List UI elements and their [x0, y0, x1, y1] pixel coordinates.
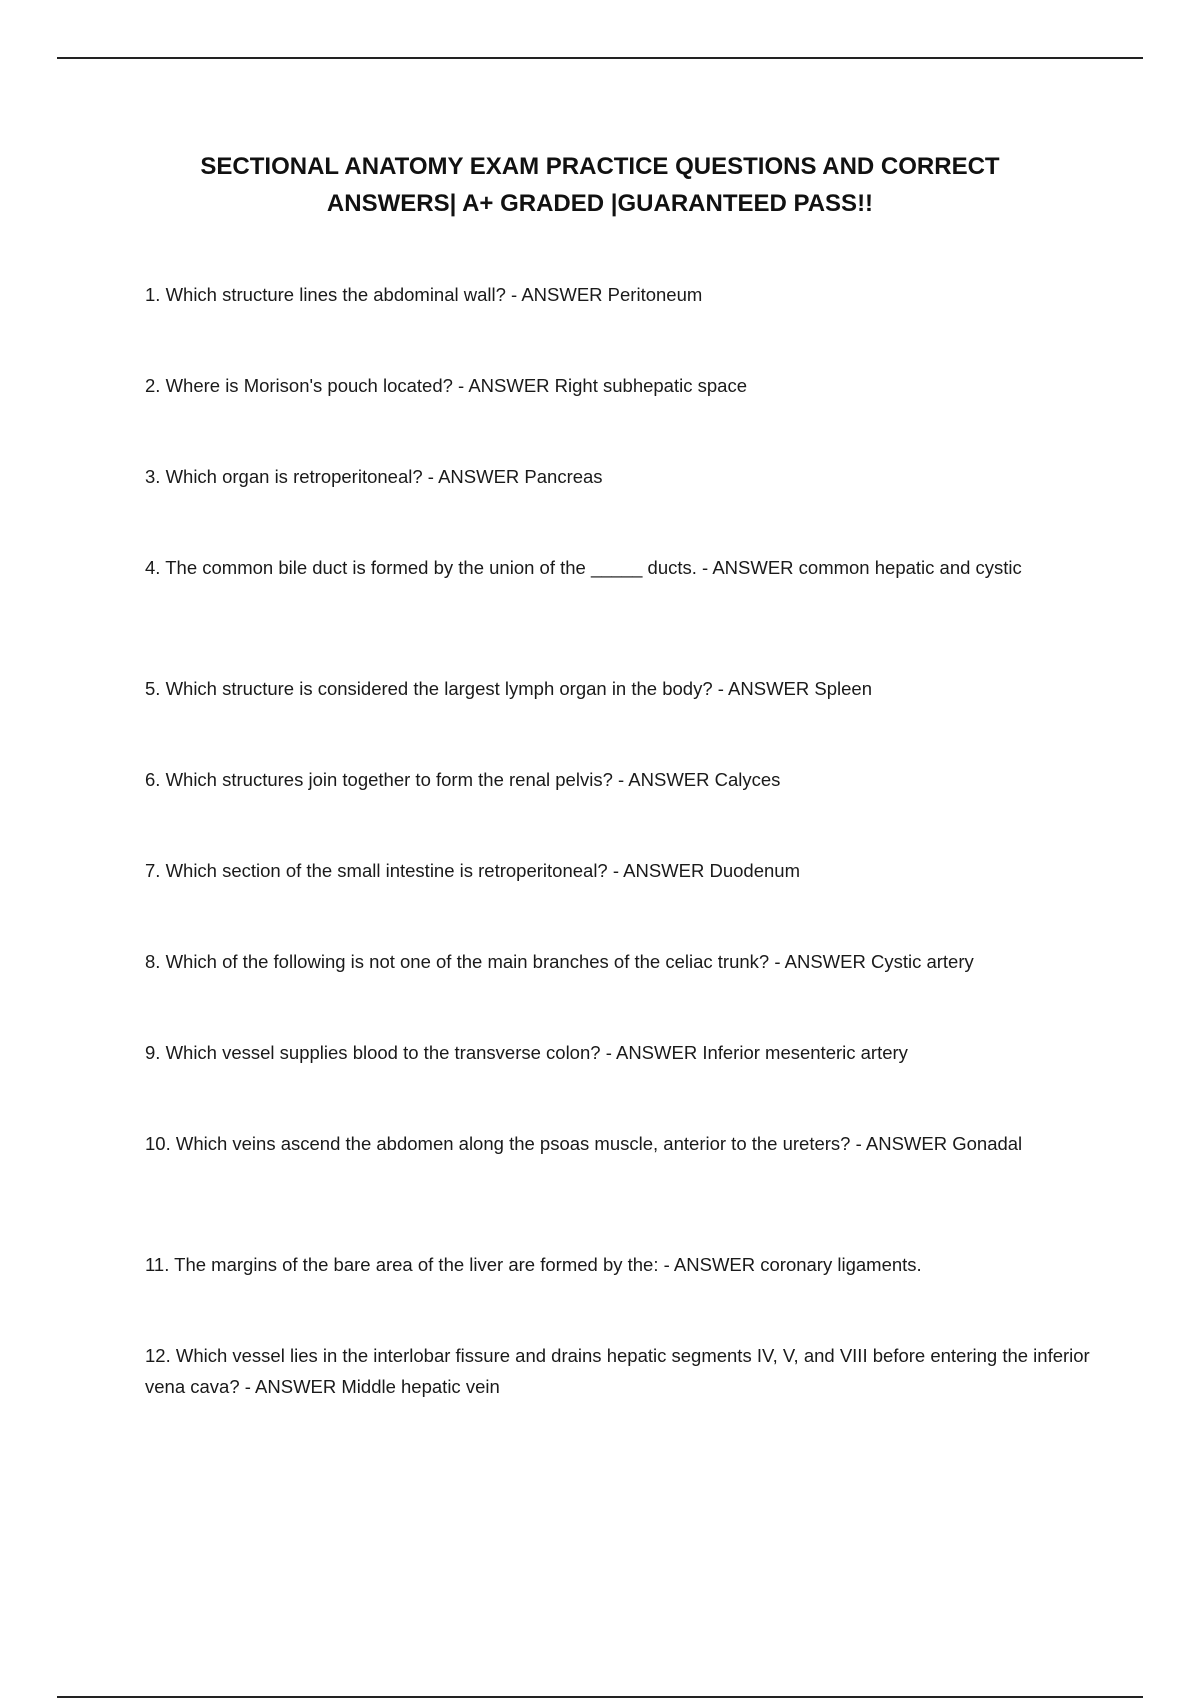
question-2: 2. Where is Morison's pouch located? - ANSWER Right subhepatic space [145, 375, 747, 396]
question-4: 4. The common bile duct is formed by the union of the _____ ducts. - ANSWER common hepatic and cystic [145, 557, 1022, 578]
bottom-rule [57, 1696, 1143, 1698]
title-line-2: ANSWERS| A+ GRADED |GUARANTEED PASS!! [326, 190, 874, 217]
question-3: 3. Which organ is retroperitoneal? - ANSWER Pancreas [145, 466, 603, 487]
question-12: 12. Which vessel lies in the interlobar fissure and drains hepatic segments IV, V, and VIII before entering the inferior vena cava? - ANSWER Middle hepatic vein [145, 1345, 1090, 1397]
question-1: 1. Which structure lines the abdominal wall? - ANSWER Peritoneum [145, 284, 703, 305]
question-10: 10. Which veins ascend the abdomen along the psoas muscle, anterior to the ureters? - ANSWER Gonadal [145, 1133, 1023, 1154]
document-title [200, 148, 1000, 222]
title-line-1: SECTIONAL ANATOMY EXAM PRACTICE QUESTIONS AND CORRECT [200, 153, 1000, 180]
question-6: 6. Which structures join together to form the renal pelvis? - ANSWER Calyces [145, 769, 781, 790]
question-7: 7. Which section of the small intestine is retroperitoneal? - ANSWER Duodenum [145, 860, 800, 881]
question-5: 5. Which structure is considered the largest lymph organ in the body? - ANSWER Spleen [145, 678, 872, 699]
top-rule [57, 57, 1143, 59]
question-9: 9. Which vessel supplies blood to the transverse colon? - ANSWER Inferior mesenteric artery [145, 1042, 908, 1063]
question-11: 11. The margins of the bare area of the liver are formed by the: - ANSWER coronary ligaments. [145, 1254, 922, 1275]
question-8: 8. Which of the following is not one of the main branches of the celiac trunk? - ANSWER Cystic artery [145, 951, 974, 972]
